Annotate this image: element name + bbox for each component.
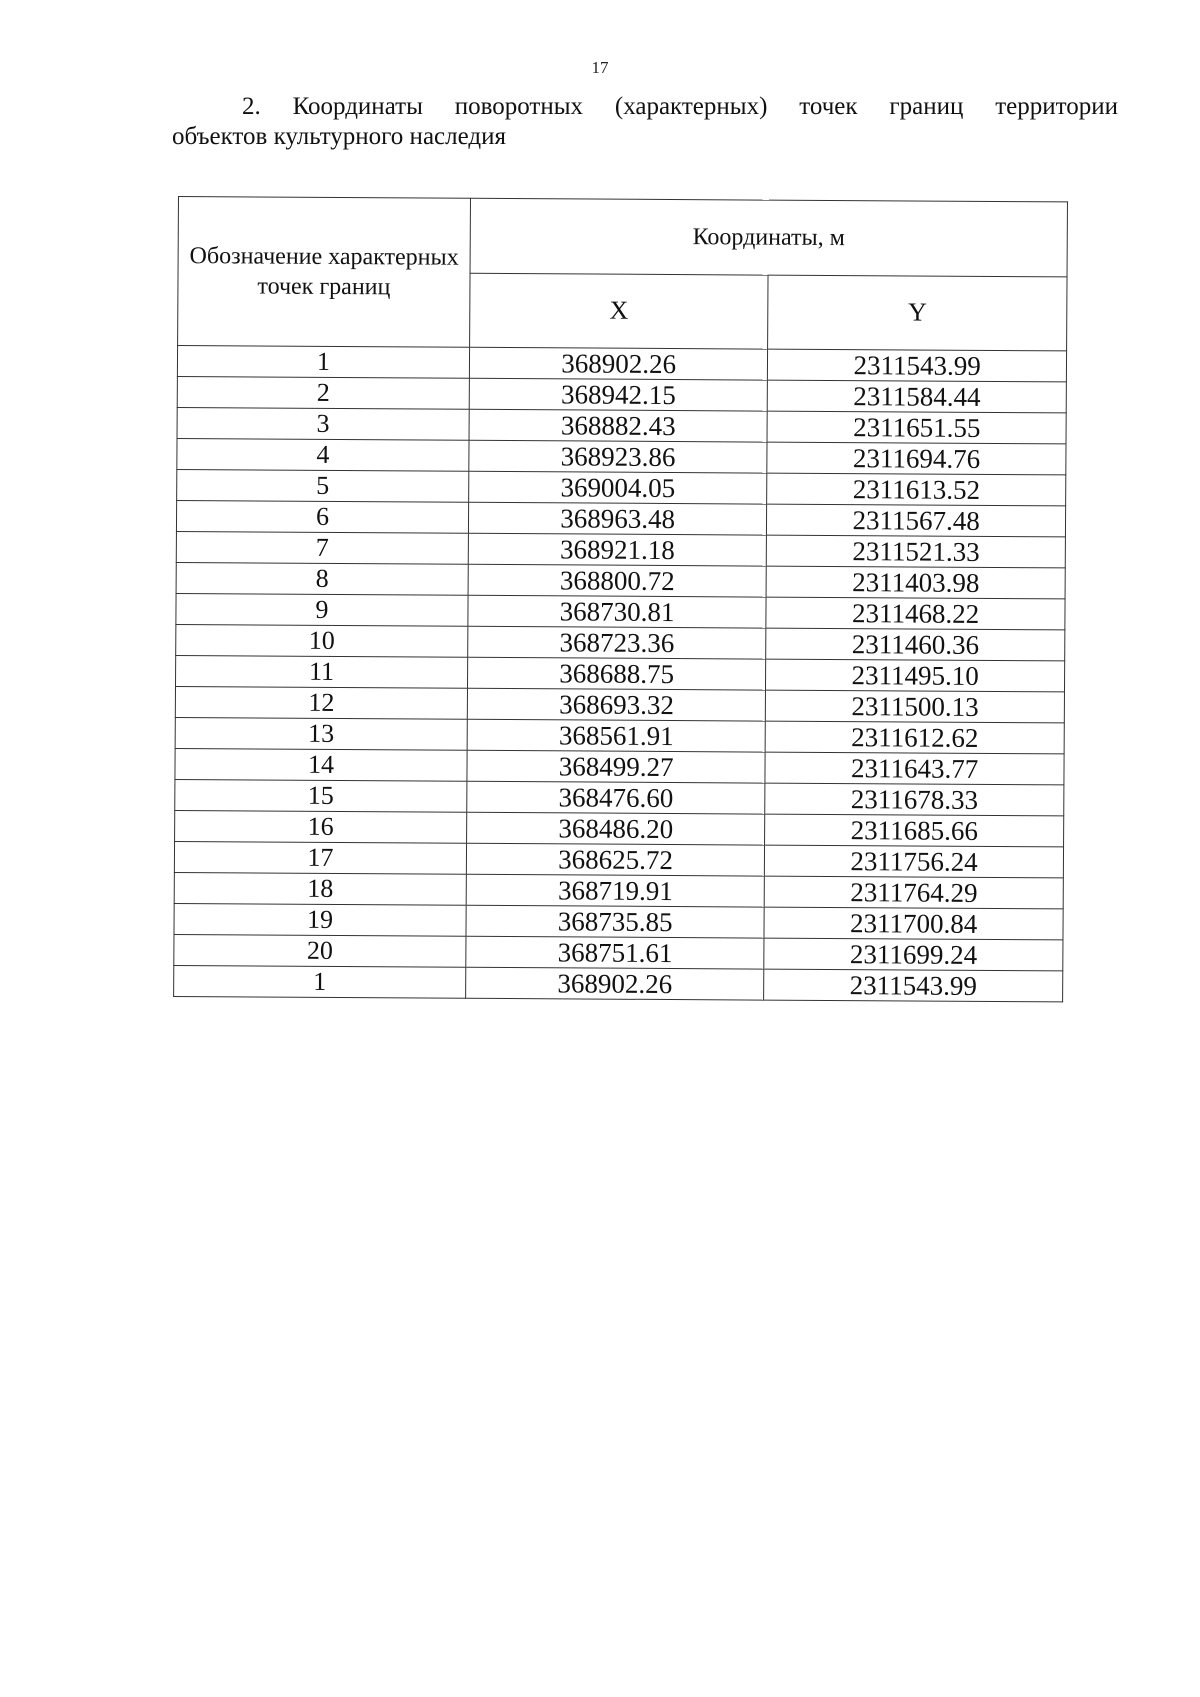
point-cell: 8 [176,562,468,595]
x-coordinate-cell: 368730.81 [468,595,767,628]
x-coordinate-cell: 368902.26 [469,347,768,380]
table-row [175,748,1064,784]
table-body [174,346,1067,1002]
y-coordinate-cell: 2311584.44 [768,380,1067,413]
heading-line-2: объектов культурного наследия [172,123,506,150]
point-cell: 6 [176,500,468,533]
table-row [175,810,1064,846]
table-row [176,655,1065,691]
y-coordinate-cell: 2311543.99 [768,349,1067,382]
y-coordinate-cell: 2311567.48 [767,504,1066,537]
y-coordinate-cell: 2311764.29 [764,876,1063,909]
x-coordinate-cell: 368688.75 [467,657,766,690]
y-coordinate-cell: 2311460.36 [766,628,1065,661]
point-cell: 12 [175,686,467,719]
table-row [176,624,1065,660]
x-coordinate-cell: 368800.72 [468,564,767,597]
x-coordinate-cell: 368921.18 [468,533,767,566]
point-cell: 7 [176,531,468,564]
point-cell: 10 [176,624,468,657]
table-row [174,903,1063,939]
point-cell: 14 [175,748,467,781]
point-cell: 1 [174,965,466,998]
x-coordinate-cell: 368719.91 [466,874,765,907]
y-column-header: Y [768,275,1067,351]
x-coordinate-cell: 368735.85 [466,905,765,938]
x-coordinate-cell: 368902.26 [466,967,765,1000]
y-coordinate-cell: 2311468.22 [766,597,1065,630]
y-coordinate-cell: 2311403.98 [766,566,1065,599]
y-coordinate-cell: 2311643.77 [765,752,1064,785]
y-coordinate-cell: 2311521.33 [767,535,1066,568]
y-coordinate-cell: 2311500.13 [766,690,1065,723]
y-coordinate-cell: 2311612.62 [765,721,1064,754]
y-coordinate-cell: 2311543.99 [764,969,1063,1002]
point-cell: 11 [176,655,468,688]
table-row [175,779,1064,815]
table-row [175,717,1064,753]
point-cell: 9 [176,593,468,626]
y-coordinate-cell: 2311651.55 [767,411,1066,444]
table-row [174,841,1063,877]
table-row [174,965,1063,1001]
x-coordinate-cell: 368476.60 [467,781,766,814]
table-header-row [178,197,1067,277]
point-cell: 5 [177,469,469,502]
x-coordinate-cell: 368693.32 [467,688,766,721]
x-coordinate-cell: 368723.36 [468,626,767,659]
point-cell: 3 [177,407,469,440]
point-cell: 13 [175,717,467,750]
x-coordinate-cell: 368963.48 [468,502,767,535]
y-coordinate-cell: 2311700.84 [764,907,1063,940]
coordinates-header: Координаты, м [470,198,1067,276]
heading-line-1: 2. Координаты поворотных (характерных) точек границ территории [242,93,1118,120]
y-coordinate-cell: 2311699.24 [764,938,1063,971]
point-cell: 15 [175,779,467,812]
table-row [175,686,1064,722]
point-cell: 20 [174,934,466,967]
y-coordinate-cell: 2311678.33 [765,783,1064,816]
x-coordinate-cell: 368882.43 [469,409,768,442]
point-cell: 16 [175,810,467,843]
x-coordinate-cell: 368561.91 [467,719,766,752]
point-cell: 1 [177,346,469,379]
table-row [174,872,1063,908]
point-cell: 17 [174,841,466,874]
y-coordinate-cell: 2311685.66 [765,814,1064,847]
x-coordinate-cell: 369004.05 [469,471,768,504]
coordinates-table [173,196,1068,1002]
point-cell: 19 [174,903,466,936]
y-coordinate-cell: 2311495.10 [766,659,1065,692]
y-coordinate-cell: 2311613.52 [767,473,1066,506]
x-column-header: X [470,273,769,349]
x-coordinate-cell: 368499.27 [467,750,766,783]
x-coordinate-cell: 368751.61 [466,936,765,969]
x-coordinate-cell: 368942.15 [469,378,768,411]
point-cell: 18 [174,872,466,905]
point-cell: 2 [177,376,469,409]
section-heading [172,92,1118,152]
table-row [174,934,1063,970]
y-coordinate-cell: 2311694.76 [767,442,1066,475]
y-coordinate-cell: 2311756.24 [765,845,1064,878]
page-number: 17 [591,58,609,77]
x-coordinate-cell: 368923.86 [469,440,768,473]
point-designation-header: Обозначение характерных точек границ [178,197,471,348]
x-coordinate-cell: 368625.72 [466,843,765,876]
x-coordinate-cell: 368486.20 [467,812,766,845]
point-cell: 4 [177,438,469,471]
